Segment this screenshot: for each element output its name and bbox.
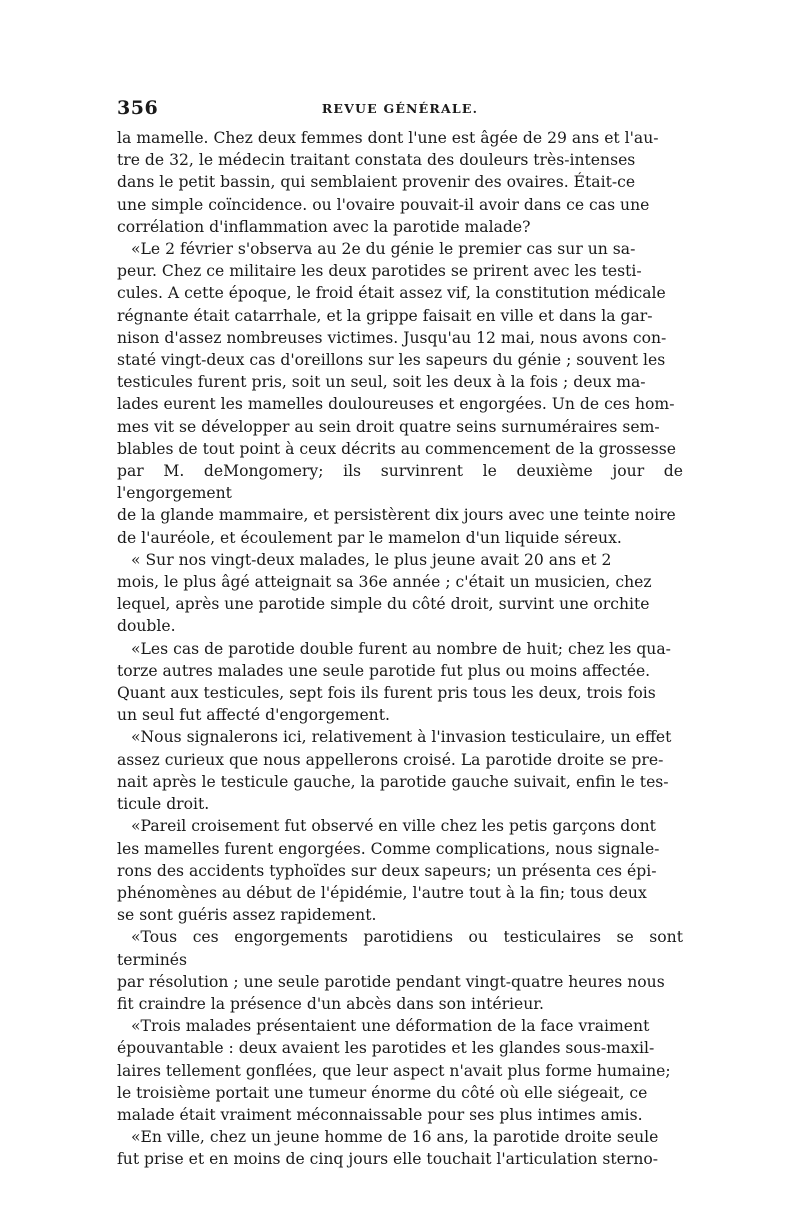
paragraph: «Nous signalerons ici, relativement à l'invasion testiculaire, un effet assez curieux que nous appellerons croisé. La parotide droite se pre- nait après le testicule gauche, la parotide gauche suivait, enfin le tes- ticule droit. xyxy=(117,728,672,814)
paragraph: «Le 2 février s'observa au 2e du génie le premier cas sur un sa- peur. Chez ce militaire les deux parotides se prirent avec les testi- cules. A cette époque, le froid était assez vif, la constitution médicale régnante était catarrhale, et la grippe faisait en ville et dans la gar- nison d'assez nombreuses victimes. Jusqu'au 12 mai, nous avons con- staté vingt-deux cas d'oreillons sur les sapeurs du génie ; souvent les testicules furent pris, soit un seul, soit les deux à la fois ; deux ma- lades eurent les mamelles douloureuses et engorgées. Un de ces hom- mes vit se développer au sein droit quatre seins surnuméraires sem- blables de tout point à ceux décrits au commencement de la grossesse par M. deMongomery; ils survinrent le deuxième jour de l'engorgement de la glande mammaire, et persistèrent dix jours avec une teinte noire de l'auréole, et écoulement par le mamelon d'un liquide séreux. xyxy=(117,240,683,547)
paragraph: « Sur nos vingt-deux malades, le plus jeune avait 20 ans et 2 mois, le plus âgé atteignait sa 36e année ; c'était un musicien, chez lequel, après une parotide simple du côté droit, survint une orchite double. xyxy=(117,550,652,636)
page-header xyxy=(117,97,683,123)
paragraph: «Trois malades présentaient une déformation de la face vraiment épouvantable : deux avaient les parotides et les glandes sous-maxil- laires tellement gonflées, que leur aspect n'avait plus forme humaine; le troisième portait une tumeur énorme du côté où elle siégeait, ce malade était vraiment méconnaissable pour ses plus intimes amis. xyxy=(117,1017,671,1124)
paragraph: «Pareil croisement fut observé en ville chez les petis garçons dont les mamelles furent engorgées. Comme complications, nous signale- rons des accidents typhoïdes sur deux sapeurs; un présenta ces épi- phénomènes au début de l'épidémie, l'autre tout à la fin; tous deux se sont guéris assez rapidement. xyxy=(117,817,660,925)
body-text xyxy=(117,127,683,1171)
page-number: 356 xyxy=(117,97,159,119)
running-title: REVUE GÉNÉRALE. xyxy=(321,101,479,116)
paragraph: la mamelle. Chez deux femmes dont l'une est âgée de 29 ans et l'au- tre de 32, le médecin traitant constata des douleurs très-intenses dans le petit bassin, qui semblaient provenir des ovaires. Était-ce une simple coïncidence. ou l'ovaire pouvait-il avoir dans ce cas une corrélation d'inflammation avec la parotide malade? xyxy=(117,129,659,236)
paragraph: «En ville, chez un jeune homme de 16 ans, la parotide droite seule fut prise et en moins de cinq jours elle touchait l'articulation sterno- xyxy=(117,1128,659,1169)
paragraph: «Tous ces engorgements parotidiens ou testiculaires se sont terminés par résolution ; une seule parotide pendant vingt-quatre heures nous fit craindre la présence d'un abcès dans son intérieur. xyxy=(117,928,683,1013)
paragraph: «Les cas de parotide double furent au nombre de huit; chez les qua- torze autres malades une seule parotide fut plus ou moins affectée. Quant aux testicules, sept fois ils furent pris tous les deux, trois fois un seul fut affecté d'engorgement. xyxy=(117,639,671,725)
